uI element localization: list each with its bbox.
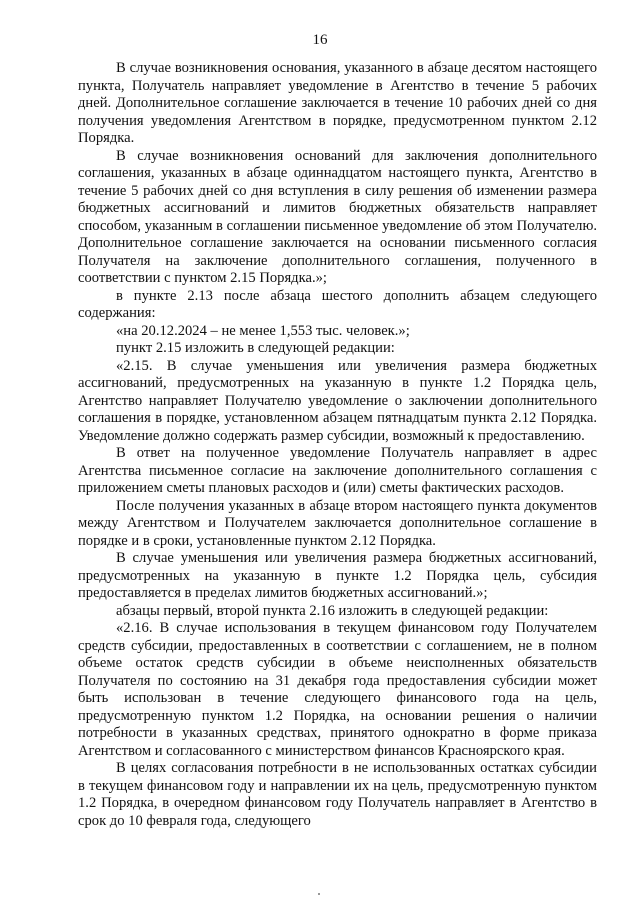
paragraph: «на 20.12.2024 – не менее 1,553 тыс. человек.»; — [116, 322, 410, 339]
paragraph: «2.16. В случае использования в текущем финансовом году Получателем средств субсидии, предоставленных в соответствии с соглашением, не в полном объеме остаток средств субсидии в объеме неисполненных обязательств Получателя по состоянию на 31 декабря года предоставления субсидии может быть использован в течение следующего финансового года на цель, предусмотренную пунктом 1.2 Порядка, на основании решения о наличии потребности в указанных средствах, принятого однократно в форме приказа Агентством и согласованного с министерством финансов Красноярского края. — [78, 620, 597, 759]
body-text — [78, 60, 597, 830]
paragraph: пункт 2.15 изложить в следующей редакции: — [116, 340, 395, 356]
page-number: 16 — [312, 32, 328, 48]
paragraph: «2.15. В случае уменьшения или увеличения размера бюджетных ассигнований, предусмотренных на указанную в пункте 1.2 Порядка цель, Агентство направляет Получателю уведомление о заключении дополнительного соглашения в порядке, установленном абзацем пятнадцатым пункта 2.12 Порядка. Уведомление должно содержать размер субсидии, возможный к предоставлению. — [78, 357, 597, 444]
paragraph: В случае возникновения оснований для заключения дополнительного соглашения, указанных в абзаце одиннадцатом настоящего пункта, Агентство в течение 5 рабочих дней со дня вступления в силу решения об изменении размера бюджетных ассигнований и лимитов бюджетных обязательств направляет способом, указанным в соглашении письменное уведомление об этом Получателю. Дополнительное соглашение заключается на основании письменного согласия Получателя на заключение дополнительного соглашения, полученного в соответствии с пунктом 2.15 Порядка.»; — [78, 147, 597, 286]
paragraph: В случае возникновения основания, указанного в абзаце десятом настоящего пункта, Получатель направляет уведомление в Агентство в течение 5 рабочих дней. Дополнительное соглашение заключается в течение 10 рабочих дней со дня получения уведомления Агентством в порядке, предусмотренном пунктом 2.12 Порядка. — [78, 60, 597, 146]
paragraph: абзацы первый, второй пункта 2.16 изложить в следующей редакции: — [116, 602, 549, 619]
paragraph: После получения указанных в абзаце втором настоящего пункта документов между Агентством и Получателем заключается дополнительное соглашение в порядке и в сроки, установленные пунктом 2.12 Порядка. — [78, 497, 597, 549]
paragraph: В ответ на полученное уведомление Получатель направляет в адрес Агентства письменное согласие на заключение дополнительного соглашения с приложением сметы плановых расходов и (или) сметы фактических расходов. — [78, 445, 597, 496]
paragraph: в пункте 2.13 после абзаца шестого дополнить абзацем следующего содержания: — [78, 287, 597, 321]
scan-artifact-dot — [318, 893, 320, 895]
paragraph: В целях согласования потребности в не использованных остатках субсидии в текущем финансовом году и направлении их на цель, предусмотренную пунктом 1.2 Порядка, в очередном финансовом году Получатель направляет в Агентство в срок до 10 февраля года, следующего — [78, 760, 597, 829]
paragraph: В случае уменьшения или увеличения размера бюджетных ассигнований, предусмотренных на указанную в пункте 1.2 Порядка цель, субсидия предоставляется в пределах лимитов бюджетных ассигнований.»; — [78, 550, 597, 601]
